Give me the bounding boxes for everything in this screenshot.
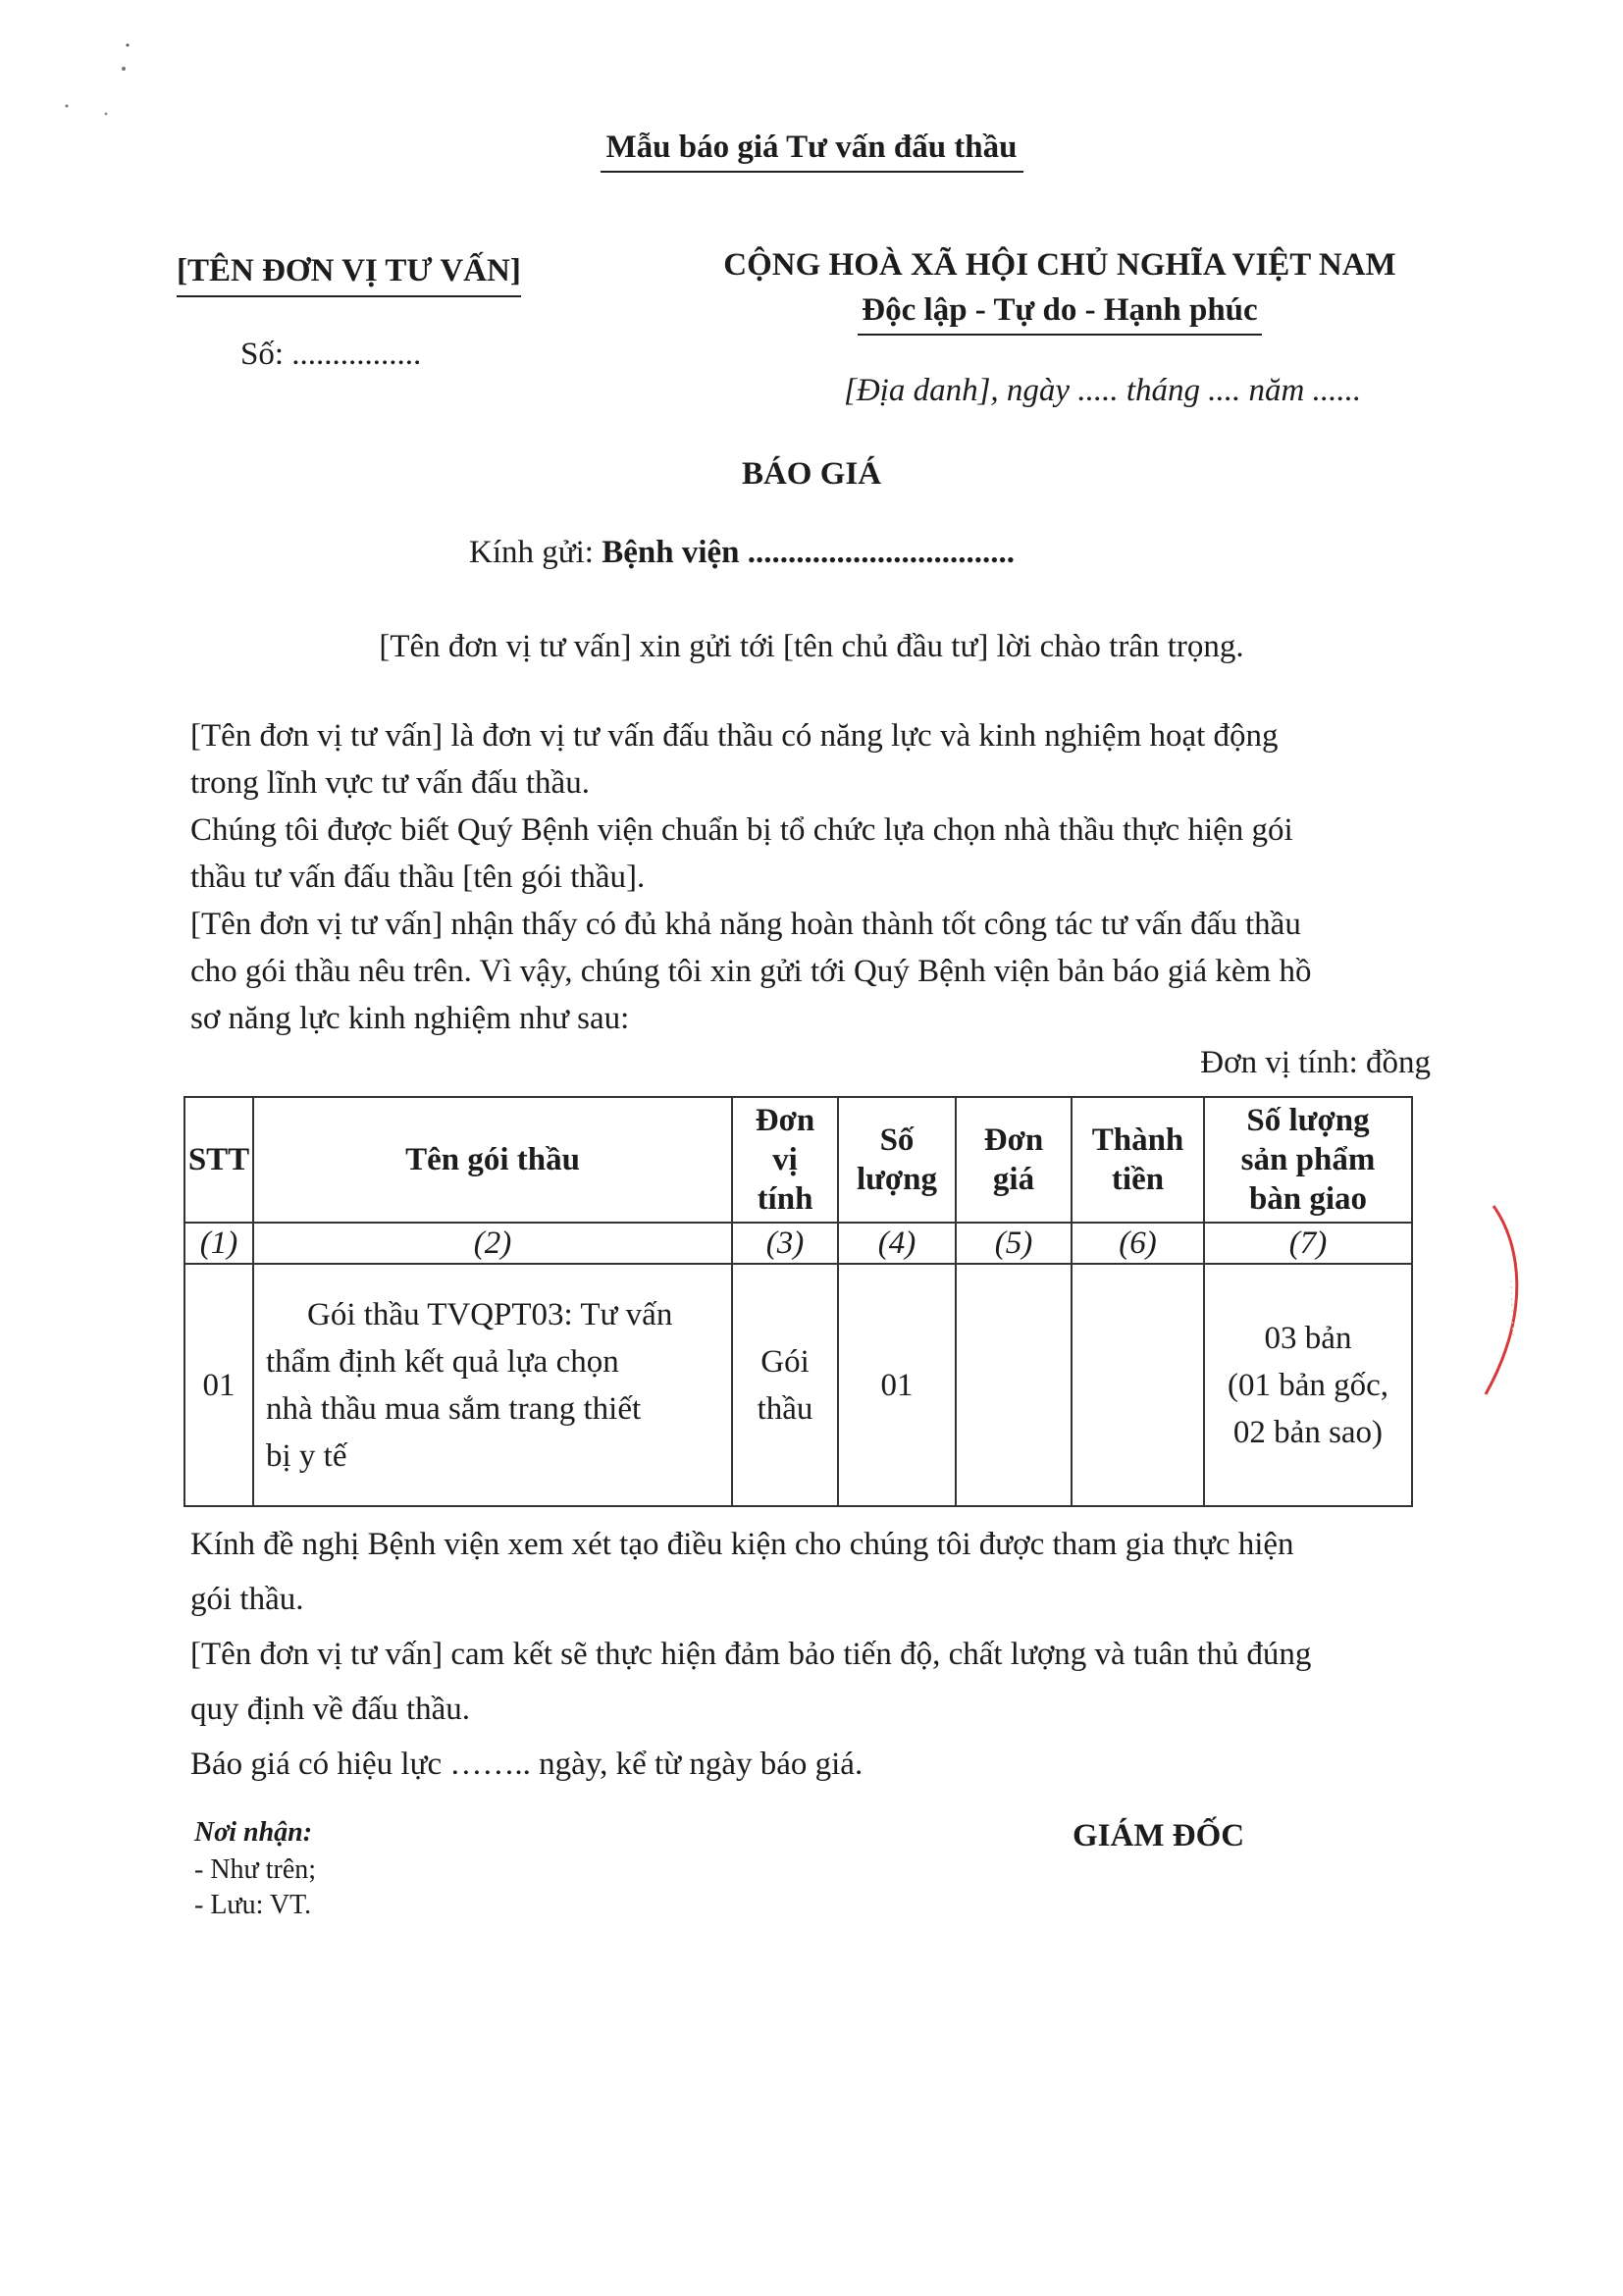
closing-line: gói thầu. (190, 1582, 304, 1617)
header-unit-line: vị (772, 1142, 798, 1177)
closing-line: quy định về đấu thầu. (190, 1692, 471, 1727)
package-name-line: bị y tế (266, 1437, 347, 1474)
closing-paragraph (190, 1517, 1437, 1792)
signer-title: GIÁM ĐỐC (1073, 1818, 1245, 1853)
intro-line: sơ năng lực kinh nghiệm như sau: (190, 1001, 630, 1036)
column-index: (3) (732, 1223, 838, 1264)
intro-line: cho gói thầu nêu trên. Vì vậy, chúng tôi xin gửi tới Quý Bệnh viện bản báo giá kèm hồ (190, 954, 1312, 989)
recipient-entry: - Lưu: VT. (194, 1890, 312, 1920)
recipients-label: Nơi nhận: (194, 1817, 313, 1848)
closing-line: Kính đề nghị Bệnh viện xem xét tạo điều kiện cho chúng tôi được tham gia thực hiện (190, 1527, 1294, 1562)
intro-paragraph (190, 712, 1437, 1042)
recipient-prefix: Kính gửi: (469, 535, 602, 570)
column-index: (4) (838, 1223, 956, 1264)
unit-line: Gói (760, 1343, 810, 1380)
cell-total (1072, 1264, 1204, 1506)
header-package-name: Tên gói thầu (253, 1097, 732, 1223)
closing-line: Báo giá có hiệu lực …….. ngày, kể từ ngày báo giá. (190, 1747, 864, 1782)
header-deliverables (1204, 1097, 1412, 1223)
recipient-line (469, 535, 1015, 571)
package-name-line: Gói thầu TVQPT03: Tư vấn (307, 1296, 673, 1332)
header-deliverables-line: sản phẩm (1240, 1142, 1376, 1177)
header-unit-line: Đơn (755, 1103, 815, 1138)
form-title: Mẫu báo giá Tư vấn đấu thầu (0, 130, 1623, 166)
quote-heading: BÁO GIÁ (741, 456, 882, 492)
cell-stt: 01 (184, 1264, 253, 1506)
column-index: (6) (1072, 1223, 1204, 1264)
cell-unit (732, 1264, 838, 1506)
cell-quantity: 01 (838, 1264, 956, 1506)
column-index-row (184, 1223, 1412, 1264)
intro-line: thầu tư vấn đấu thầu [tên gói thầu]. (190, 860, 646, 895)
deliverable-line: 03 bản (1264, 1320, 1352, 1356)
header-total (1072, 1097, 1204, 1223)
greeting-line: [Tên đơn vị tư vấn] xin gửi tới [tên chủ đầu tư] lời chào trân trọng. (379, 629, 1244, 664)
header-total-line: Thành (1091, 1122, 1184, 1158)
recipient-name: Bệnh viện ................................. (602, 535, 1016, 570)
scan-speckles (59, 39, 137, 128)
intro-line: Chúng tôi được biết Quý Bệnh viện chuẩn bị tổ chức lựa chọn nhà thầu thực hiện gói (190, 812, 1293, 848)
header-stt: STT (184, 1097, 253, 1223)
header-qty-line: lượng (856, 1162, 938, 1197)
table-header-row (184, 1097, 1412, 1223)
recipient-entry: - Như trên; (194, 1854, 317, 1885)
closing-line: [Tên đơn vị tư vấn] cam kết sẽ thực hiện đảm bảo tiến độ, chất lượng và tuân thủ đúng (190, 1637, 1312, 1672)
column-index: (7) (1204, 1223, 1412, 1264)
header-deliverables-line: Số lượng (1246, 1103, 1370, 1138)
package-name-line: nhà thầu mua sắm trang thiết (266, 1390, 642, 1427)
red-ink-mark (1472, 1202, 1541, 1398)
document-number: Số: ................ (240, 337, 422, 372)
intro-line: trong lĩnh vực tư vấn đấu thầu. (190, 765, 590, 801)
org-name: [TÊN ĐƠN VỊ TƯ VẤN] (177, 253, 521, 297)
deliverable-line: (01 bản gốc, (1227, 1367, 1389, 1403)
currency-unit-note: Đơn vị tính: đồng (1200, 1045, 1431, 1080)
deliverable-line: 02 bản sao) (1232, 1414, 1384, 1450)
quote-table (183, 1096, 1413, 1507)
header-unit (732, 1097, 838, 1223)
package-name-line: thẩm định kết quả lựa chọn (266, 1343, 619, 1380)
header-unit-line: tính (757, 1181, 813, 1217)
unit-line: thầu (757, 1390, 813, 1427)
column-index: (2) (253, 1223, 732, 1264)
header-deliverables-line: bàn giao (1248, 1181, 1368, 1217)
header-qty-line: Số (879, 1122, 915, 1158)
cell-deliverables (1204, 1264, 1412, 1506)
header-quantity (838, 1097, 956, 1223)
intro-line: [Tên đơn vị tư vấn] nhận thấy có đủ khả năng hoàn thành tốt công tác tư vấn đấu thầu (190, 907, 1301, 942)
intro-line: [Tên đơn vị tư vấn] là đơn vị tư vấn đấu thầu có năng lực và kinh nghiệm hoạt động (190, 718, 1279, 754)
table-row (184, 1264, 1412, 1506)
header-total-line: tiền (1111, 1162, 1165, 1197)
national-motto: Độc lập - Tự do - Hạnh phúc (667, 292, 1452, 329)
cell-package-name (253, 1264, 732, 1506)
column-index: (5) (956, 1223, 1072, 1264)
header-price-line: Đơn (983, 1122, 1044, 1158)
republic-heading: CỘNG HOÀ XÃ HỘI CHỦ NGHĨA VIỆT NAM (723, 247, 1396, 283)
cell-unit-price (956, 1264, 1072, 1506)
header-unit-price (956, 1097, 1072, 1223)
column-index: (1) (184, 1223, 253, 1264)
header-price-line: giá (992, 1162, 1035, 1197)
place-date-line: [Địa danh], ngày ..... tháng .... năm ...... (844, 373, 1362, 408)
